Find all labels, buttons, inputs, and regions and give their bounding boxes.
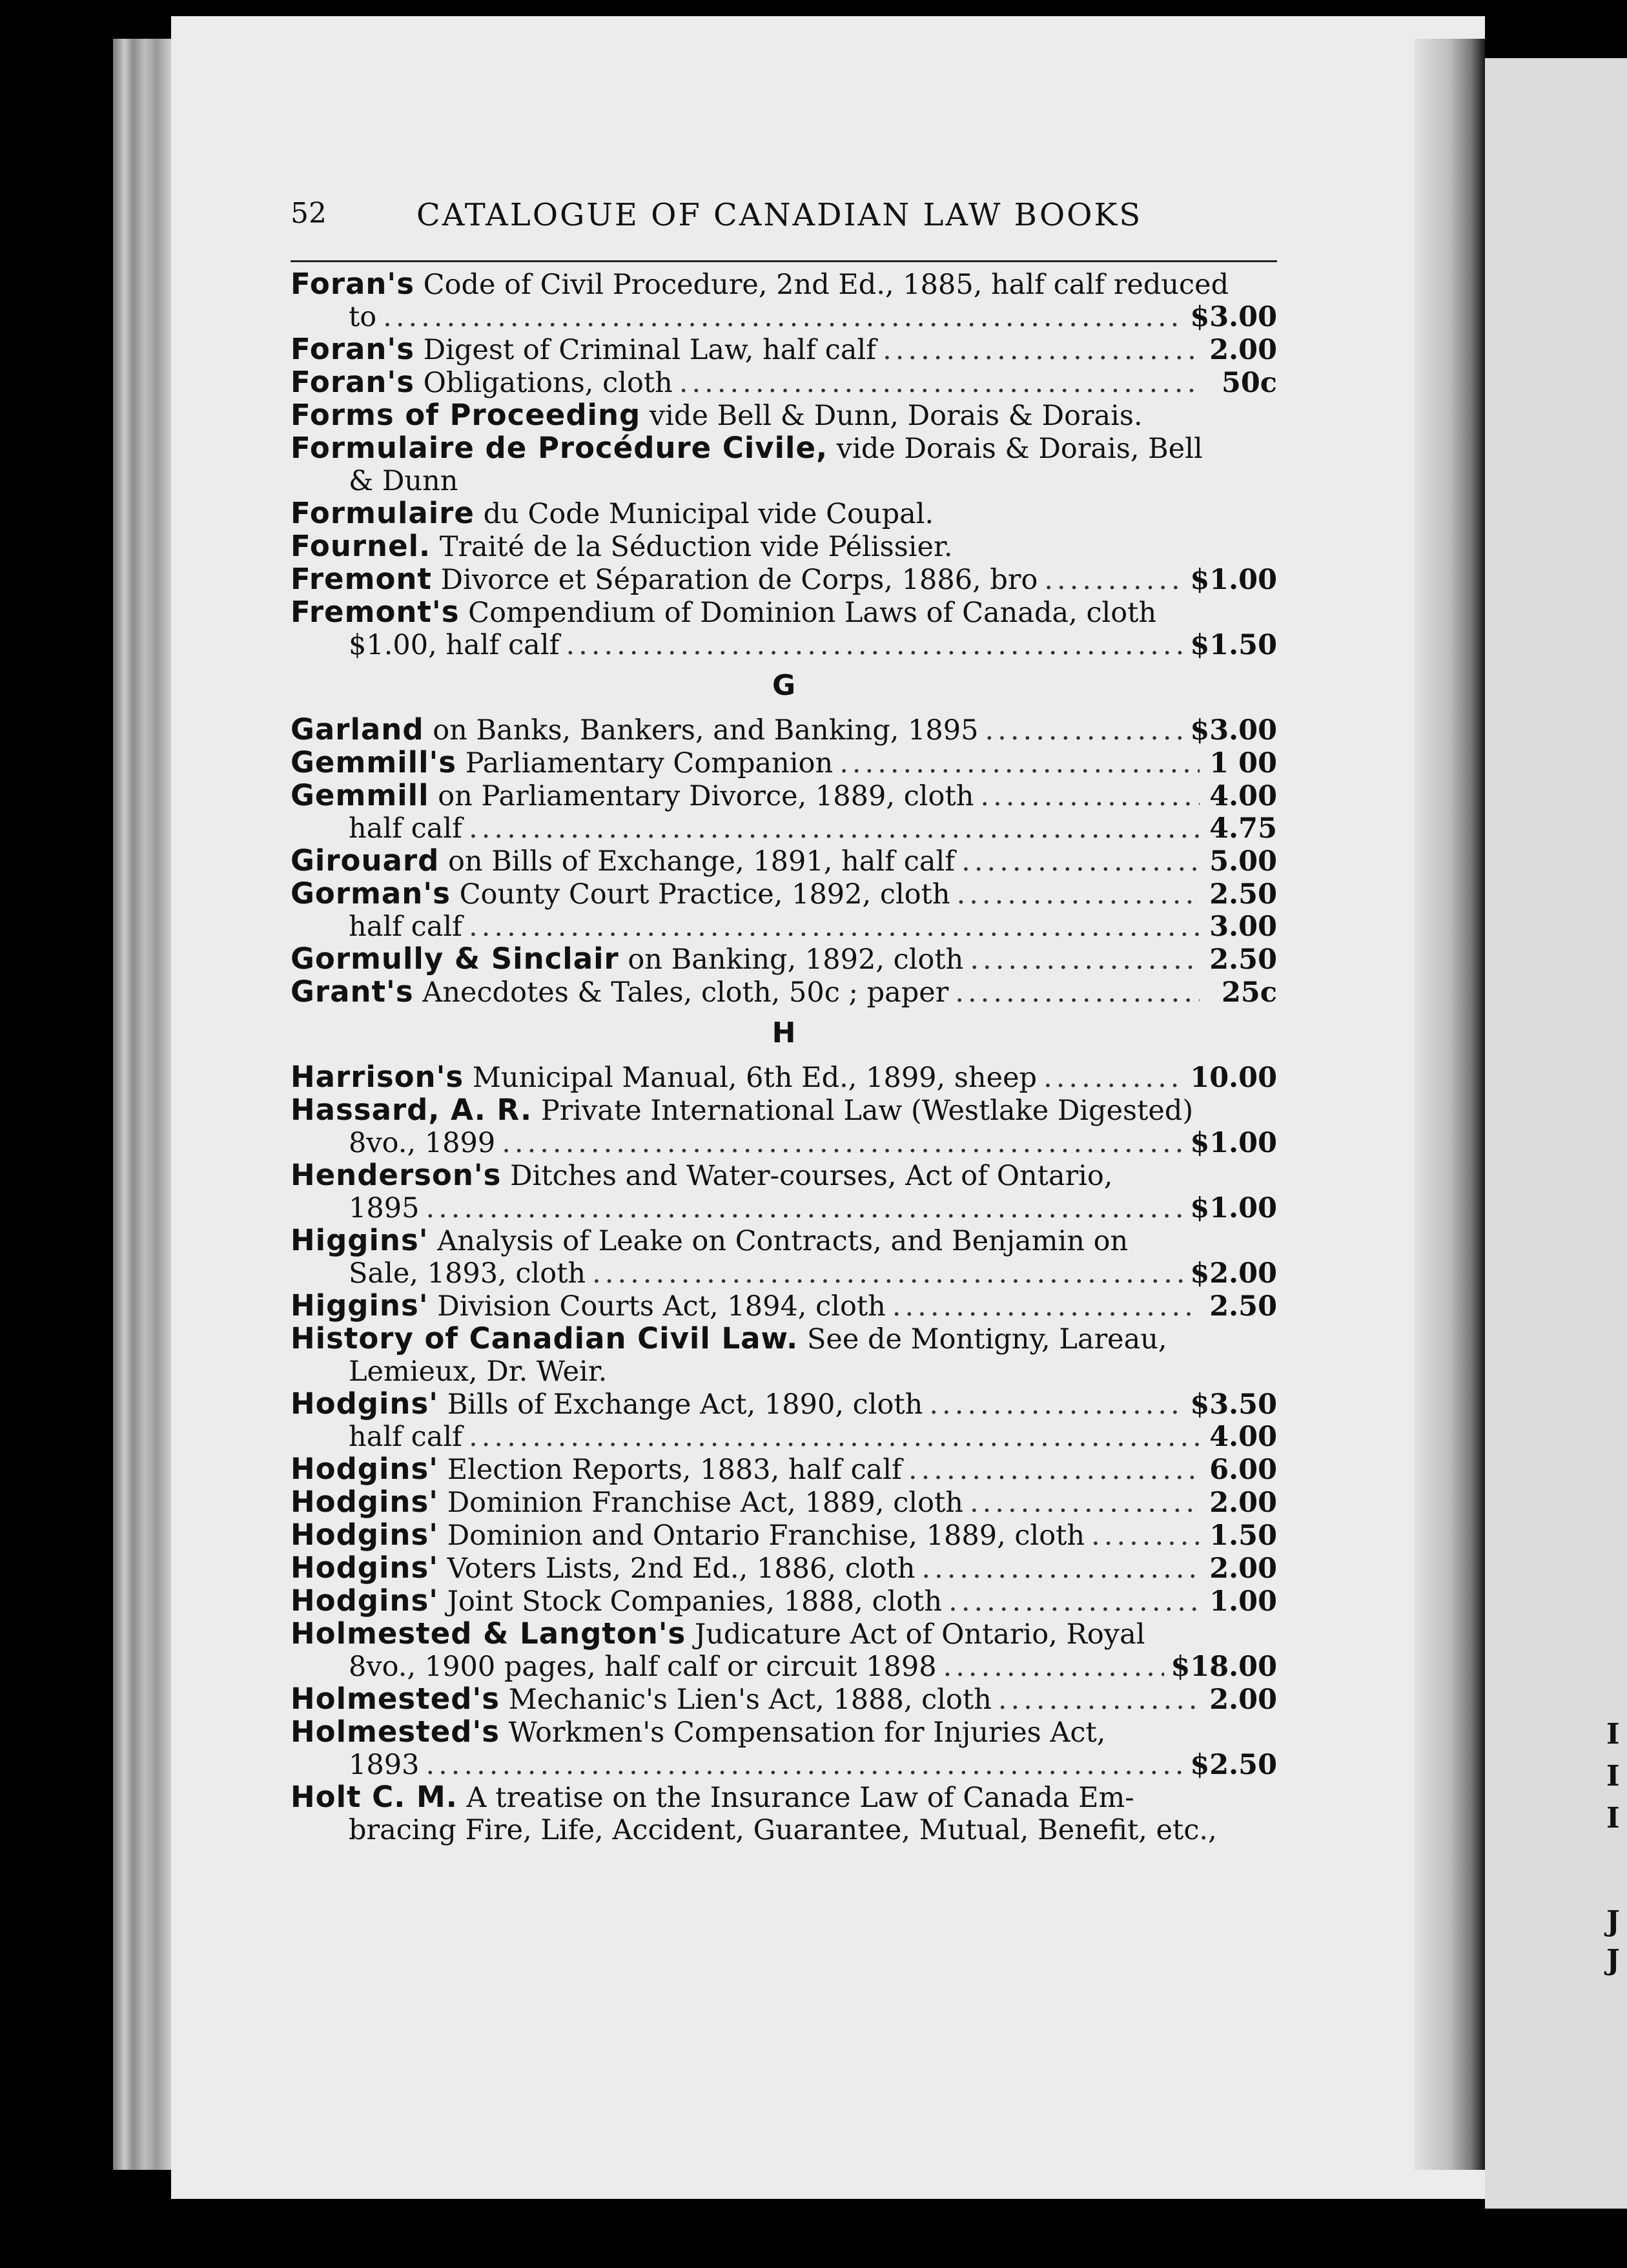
leader-dots: [592, 1257, 1183, 1290]
leader-dots: [998, 1684, 1200, 1716]
entry-title: Gemmill's: [291, 745, 457, 779]
catalogue-entry: [291, 779, 1277, 845]
entry-text: Workmen's Compensation for Injuries Act,: [508, 1716, 1106, 1749]
entry-price: 2.00: [1209, 1684, 1277, 1716]
entry-line: [291, 1224, 1277, 1257]
catalogue-entry: [291, 976, 1277, 1009]
entry-price: 1.00: [1209, 1585, 1277, 1618]
entry-continuation: [291, 1257, 1277, 1290]
running-title: CATALOGUE OF CANADIAN LAW BOOKS: [416, 197, 1143, 233]
entry-text: Digest of Criminal Law, half calf: [423, 334, 877, 366]
entry-continuation: [291, 1421, 1277, 1453]
leader-dots: [839, 747, 1200, 779]
entry-lead: [291, 333, 876, 366]
catalogue-entry: [291, 399, 1277, 432]
leader-dots: [961, 845, 1200, 878]
entry-price: $3.00: [1190, 714, 1277, 747]
entry-continuation: [291, 911, 1277, 943]
entry-title: Holmested's: [291, 1682, 500, 1716]
entry-title: Foran's: [291, 267, 414, 301]
leader-dots: [985, 714, 1184, 747]
entry-title: Harrison's: [291, 1060, 464, 1094]
entry-text: A treatise on the Insurance Law of Canada Em-: [466, 1782, 1134, 1814]
entry-price: 50c: [1221, 367, 1277, 399]
entry-line: [291, 1519, 1277, 1552]
entry-price: 4.75: [1209, 812, 1277, 845]
entry-text: Dominion and Ontario Franchise, 1889, cloth: [447, 1520, 1085, 1552]
catalogue-entry: [291, 1716, 1277, 1781]
entry-lead: [291, 1552, 915, 1585]
entry-lead: [291, 1486, 963, 1519]
entry-title: Gormully & Sinclair: [291, 942, 619, 976]
entry-lead: [291, 563, 1038, 596]
catalogue-entry: [291, 1781, 1277, 1846]
catalogue-entry: [291, 1683, 1277, 1716]
leader-dots: [425, 1192, 1183, 1224]
catalogue-entry: [291, 1061, 1277, 1094]
entry-continuation: [291, 1192, 1277, 1224]
entry-lead: [291, 1453, 902, 1486]
entry-text: on Banking, 1892, cloth: [628, 943, 964, 976]
entry-cont-text: 8vo., 1900 pages, half calf or circuit 1898: [349, 1651, 937, 1683]
entry-lead: [291, 845, 955, 878]
entry-cont-text: $1.00, half calf: [349, 629, 560, 661]
facing-letter: I: [1606, 1760, 1620, 1793]
entry-price: 1.50: [1209, 1520, 1277, 1552]
catalogue-entry: [291, 596, 1277, 661]
leader-dots: [955, 976, 1200, 1009]
catalogue-entry: [291, 333, 1277, 366]
entry-title: Fournel.: [291, 529, 431, 563]
entry-title: Holt C. M.: [291, 1780, 458, 1814]
entry-cont-text: half calf: [349, 911, 463, 943]
entry-continuation: [291, 812, 1277, 845]
leader-dots: [469, 812, 1200, 845]
entry-line: [291, 530, 1277, 563]
entry-line: [291, 878, 1277, 911]
entry-title: Henderson's: [291, 1158, 502, 1192]
entry-line: [291, 1290, 1277, 1323]
entry-line: [291, 845, 1277, 878]
catalogue-entry: [291, 878, 1277, 943]
leader-dots: [502, 1127, 1183, 1159]
entry-lead: [291, 714, 979, 747]
catalogue-entry: [291, 1585, 1277, 1618]
entry-line: [291, 399, 1277, 432]
entry-price: $18.00: [1171, 1651, 1277, 1683]
entry-title: Garland: [291, 712, 424, 747]
entry-text: Bills of Exchange Act, 1890, cloth: [447, 1388, 923, 1421]
entry-title: Girouard: [291, 843, 440, 878]
entry-title: Hassard, A. R.: [291, 1093, 533, 1127]
entry-title: Hodgins': [291, 1452, 439, 1486]
entry-title: Hodgins': [291, 1485, 439, 1519]
entry-lead: [291, 943, 963, 976]
entry-text: du Code Municipal vide Coupal.: [483, 498, 934, 530]
entry-text: Joint Stock Companies, 1888, cloth: [447, 1585, 943, 1618]
entry-text: Traité de la Séduction vide Pélissier.: [439, 531, 953, 563]
catalogue-entry: [291, 1519, 1277, 1552]
catalogue-entry: [291, 1323, 1277, 1388]
catalogue-entry: [291, 1552, 1277, 1585]
entry-title: Higgins': [291, 1288, 429, 1323]
entry-title: Holmested & Langton's: [291, 1616, 686, 1651]
leader-dots: [970, 1487, 1200, 1519]
entry-text: County Court Practice, 1892, cloth: [459, 878, 950, 911]
catalogue-entry: [291, 714, 1277, 747]
entry-text: Division Courts Act, 1894, cloth: [437, 1290, 886, 1323]
entry-line: [291, 976, 1277, 1009]
entry-lead: [291, 1061, 1037, 1094]
entry-title: History of Canadian Civil Law.: [291, 1321, 799, 1356]
catalogue-entry: [291, 530, 1277, 563]
catalogue-entry: [291, 432, 1277, 497]
header-rule: [291, 260, 1277, 262]
entry-line: [291, 943, 1277, 976]
facing-letter: J: [1606, 1905, 1620, 1938]
leader-dots: [892, 1290, 1200, 1323]
leader-dots: [1044, 564, 1183, 596]
entry-price: 2.50: [1209, 878, 1277, 911]
leader-dots: [469, 1421, 1200, 1453]
leader-dots: [948, 1585, 1200, 1618]
catalogue-entry: [291, 1159, 1277, 1224]
entry-title: Gorman's: [291, 876, 451, 911]
entry-price: 1 00: [1209, 747, 1277, 779]
leader-dots: [921, 1552, 1200, 1585]
entry-price: $1.00: [1190, 564, 1277, 596]
entry-line: [291, 1683, 1277, 1716]
entry-line: [291, 497, 1277, 530]
catalogue-entry: [291, 747, 1277, 779]
entry-text: Parliamentary Companion: [465, 747, 834, 779]
entry-cont-text: 1895: [349, 1192, 420, 1224]
entry-line: [291, 563, 1277, 596]
entry-line: [291, 1486, 1277, 1519]
entry-line: [291, 1061, 1277, 1094]
catalogue-entry: [291, 563, 1277, 596]
entry-price: 5.00: [1209, 845, 1277, 878]
catalogue-entry: [291, 366, 1277, 399]
entry-continuation: [291, 1127, 1277, 1159]
catalogue-entry: [291, 1290, 1277, 1323]
entry-text: Mechanic's Lien's Act, 1888, cloth: [508, 1684, 992, 1716]
entry-lead: [291, 1683, 992, 1716]
entry-text: Code of Civil Procedure, 2nd Ed., 1885, half calf reduced: [423, 269, 1229, 301]
entry-title: Higgins': [291, 1223, 429, 1257]
leader-dots: [566, 629, 1184, 661]
entry-text: Voters Lists, 2nd Ed., 1886, cloth: [447, 1552, 916, 1585]
entry-text: Municipal Manual, 6th Ed., 1899, sheep: [472, 1062, 1038, 1094]
entry-line: [291, 1781, 1277, 1814]
entry-title: Hodgins': [291, 1551, 439, 1585]
entry-price: $3.50: [1190, 1388, 1277, 1421]
entry-continuation: [291, 629, 1277, 661]
entry-line: [291, 1094, 1277, 1127]
entry-lead: [291, 1585, 942, 1618]
entry-price: $2.00: [1190, 1257, 1277, 1290]
entry-line: [291, 366, 1277, 399]
entry-lead: [291, 366, 673, 399]
leader-dots: [957, 878, 1200, 911]
leader-dots: [883, 334, 1200, 366]
entry-line: [291, 747, 1277, 779]
leader-dots: [679, 367, 1200, 399]
leader-dots: [425, 1749, 1183, 1781]
leader-dots: [469, 911, 1200, 943]
entry-price: 2.00: [1209, 334, 1277, 366]
catalogue-entry: [291, 943, 1277, 976]
section-letter: H: [772, 1016, 796, 1049]
entry-title: Fremont's: [291, 595, 460, 629]
entry-text: vide Dorais & Dorais, Bell: [836, 433, 1203, 465]
entry-price: 25c: [1221, 976, 1277, 1009]
entry-price: $1.00: [1190, 1127, 1277, 1159]
entry-line: [291, 1388, 1277, 1421]
entry-line: [291, 1618, 1277, 1651]
leader-dots: [1043, 1062, 1183, 1094]
entry-title: Hodgins': [291, 1387, 439, 1421]
entry-price: 2.00: [1209, 1552, 1277, 1585]
entry-title: Foran's: [291, 365, 414, 399]
entry-title: Fremont: [291, 562, 432, 596]
section-letter: G: [772, 669, 796, 702]
entry-lead: [291, 1290, 886, 1323]
entry-price: 4.00: [1209, 1421, 1277, 1453]
catalogue-entry: [291, 497, 1277, 530]
entry-continuation: Lemieux, Dr. Weir.: [349, 1356, 608, 1388]
entry-continuation: [291, 301, 1277, 333]
entry-text: Private International Law (Westlake Digested): [540, 1095, 1194, 1127]
entry-lead: [291, 878, 950, 911]
entry-price: 10.00: [1190, 1062, 1277, 1094]
entry-title: Foran's: [291, 332, 414, 366]
catalogue-entry: [291, 1388, 1277, 1453]
entry-line: [291, 714, 1277, 747]
entry-line: [291, 1323, 1277, 1356]
facing-letter: I: [1606, 1802, 1620, 1835]
entry-price: $2.50: [1190, 1749, 1277, 1781]
leader-dots: [908, 1454, 1200, 1486]
entry-text: on Banks, Bankers, and Banking, 1895: [433, 714, 979, 747]
leader-dots: [980, 780, 1200, 812]
entry-line: [291, 432, 1277, 465]
entry-title: Holmested's: [291, 1715, 500, 1749]
entry-title: Gemmill: [291, 778, 429, 812]
leader-dots: [929, 1388, 1183, 1421]
entry-line: [291, 596, 1277, 629]
catalogue-entry: [291, 268, 1277, 333]
entry-cont-text: 8vo., 1899: [349, 1127, 496, 1159]
entry-price: 3.00: [1209, 911, 1277, 943]
entry-lead: [291, 1388, 923, 1421]
catalogue-entry: [291, 845, 1277, 878]
entry-text: Election Reports, 1883, half calf: [447, 1454, 902, 1486]
entry-continuation: & Dunn: [349, 465, 458, 497]
entry-text: Compendium of Dominion Laws of Canada, cloth: [468, 597, 1157, 629]
entry-price: 6.00: [1209, 1454, 1277, 1486]
catalogue-entry: [291, 1094, 1277, 1159]
page-stack-edge: [113, 39, 171, 2170]
book-gutter: [1414, 39, 1485, 2170]
entry-price: 2.00: [1209, 1487, 1277, 1519]
entry-price: $1.50: [1190, 629, 1277, 661]
entry-price: 4.00: [1209, 780, 1277, 812]
facing-letter: J: [1606, 1944, 1620, 1977]
entry-cont-text: half calf: [349, 812, 463, 845]
entry-continuation: [291, 1651, 1277, 1683]
entry-text: Analysis of Leake on Contracts, and Benjamin on: [437, 1225, 1129, 1257]
entry-continuation: bracing Fire, Life, Accident, Guarantee, Mutual, Benefit, etc.,: [349, 1814, 1217, 1846]
entry-line: [291, 779, 1277, 812]
entry-cont-text: 1893: [349, 1749, 420, 1781]
entry-text: Ditches and Water-courses, Act of Ontario,: [510, 1160, 1113, 1192]
entry-line: [291, 1716, 1277, 1749]
entry-text: Divorce et Séparation de Corps, 1886, bro: [440, 564, 1038, 596]
entry-line: [291, 1585, 1277, 1618]
entry-text: See de Montigny, Lareau,: [806, 1323, 1167, 1356]
entry-title: Formulaire de Procédure Civile,: [291, 431, 828, 465]
entry-text: on Parliamentary Divorce, 1889, cloth: [438, 780, 974, 812]
entry-title: Hodgins': [291, 1583, 439, 1618]
page-number: 52: [291, 197, 327, 230]
entry-text: Anecdotes & Tales, cloth, 50c ; paper: [422, 976, 949, 1009]
entry-text: vide Bell & Dunn, Dorais & Dorais.: [649, 400, 1143, 432]
entry-lead: [291, 976, 948, 1009]
entry-title: Grant's: [291, 974, 414, 1009]
entry-line: [291, 1453, 1277, 1486]
catalogue-list: [291, 268, 1277, 1846]
catalogue-entry: [291, 1224, 1277, 1290]
catalogue-entry: [291, 1486, 1277, 1519]
entry-text: Dominion Franchise Act, 1889, cloth: [447, 1487, 963, 1519]
catalogue-entry: [291, 1618, 1277, 1683]
entry-text: Judicature Act of Ontario, Royal: [695, 1618, 1145, 1651]
entry-text: Obligations, cloth: [423, 367, 673, 399]
entry-price: 2.50: [1209, 943, 1277, 976]
leader-dots: [383, 301, 1183, 333]
catalogue-entry: [291, 1453, 1277, 1486]
entry-cont-text: Sale, 1893, cloth: [349, 1257, 586, 1290]
entry-title: Formulaire: [291, 496, 475, 530]
entry-line: [291, 333, 1277, 366]
leader-dots: [970, 943, 1200, 976]
page-header: [291, 191, 1275, 249]
entry-price: 2.50: [1209, 1290, 1277, 1323]
entry-title: Hodgins': [291, 1518, 439, 1552]
facing-page: [1485, 58, 1627, 2209]
entry-lead: [291, 1519, 1085, 1552]
entry-line: [291, 268, 1277, 301]
entry-price: $1.00: [1190, 1192, 1277, 1224]
entry-price: $3.00: [1190, 301, 1277, 333]
entry-line: [291, 1552, 1277, 1585]
facing-letter: I: [1606, 1718, 1620, 1751]
entry-lead: [291, 779, 974, 812]
entry-line: [291, 1159, 1277, 1192]
leader-dots: [1091, 1520, 1200, 1552]
entry-text: on Bills of Exchange, 1891, half calf: [447, 845, 956, 878]
leader-dots: [943, 1651, 1165, 1683]
entry-title: Forms of Proceeding: [291, 398, 641, 432]
entry-lead: [291, 747, 833, 779]
entry-cont-text: half calf: [349, 1421, 463, 1453]
entry-continuation: [291, 1749, 1277, 1781]
entry-cont-text: to: [349, 301, 377, 333]
